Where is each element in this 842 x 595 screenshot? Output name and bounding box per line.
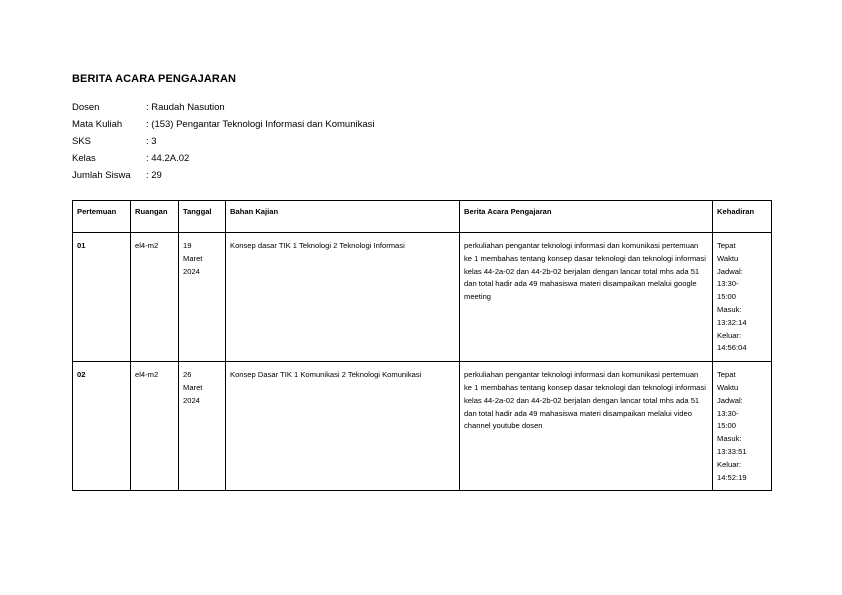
kehadiran-line: 14:56:04 — [717, 343, 747, 353]
info-row-kelas — [72, 150, 374, 167]
info-row-jumlah-siswa — [72, 167, 374, 184]
kehadiran-line: Masuk: — [717, 304, 742, 314]
tanggal-day: 19 — [183, 241, 192, 250]
cell-tanggal — [179, 362, 226, 491]
header-pertemuan: Pertemuan — [73, 201, 131, 233]
cell-ruangan: el4-m2 — [131, 233, 179, 362]
kehadiran-line: 13:33:51 — [717, 446, 747, 456]
tanggal-year: 2024 — [183, 395, 200, 405]
cell-kehadiran — [713, 233, 772, 362]
info-label: Mata Kuliah — [72, 119, 123, 130]
info-row-dosen — [72, 99, 374, 116]
kehadiran-line: Waktu — [717, 382, 739, 392]
info-label: Dosen — [72, 102, 100, 113]
course-info — [72, 99, 374, 184]
cell-tanggal — [179, 233, 226, 362]
kehadiran-line: Waktu — [717, 253, 739, 263]
header-ruangan: Ruangan — [131, 201, 179, 233]
info-value: : 44.2A.02 — [146, 153, 190, 164]
header-berita-acara: Berita Acara Pengajaran — [460, 201, 713, 233]
info-value: : 3 — [146, 136, 157, 147]
info-value: : 29 — [146, 170, 162, 181]
cell-kehadiran — [713, 362, 772, 491]
kehadiran-line: 15:00 — [717, 292, 737, 302]
cell-ruangan: el4-m2 — [131, 362, 179, 491]
cell-berita-acara: perkuliahan pengantar teknologi informasi dan komunikasi pertemuan ke 1 membahas tentang konsep dasar teknologi dan teknologi informasi kelas 44-2a-02 dan 44-2b-02 berjalan dengan lancar total mhs ada 51 dan total hadir ada 49 mahasiswa materi disampaikan melalui google meeting — [460, 233, 713, 362]
tanggal-day: 26 — [183, 370, 192, 380]
info-label: SKS — [72, 136, 92, 147]
kehadiran-line: 13:30- — [717, 408, 739, 418]
kehadiran-line: 15:00 — [717, 421, 737, 431]
kehadiran-line: Tepat — [717, 370, 736, 380]
header-tanggal: Tanggal — [179, 201, 226, 233]
kehadiran-line: 13:30- — [717, 279, 739, 289]
cell-berita-acara: perkuliahan pengantar teknologi informasi dan komunikasi pertemuan ke 1 membahas tentang konsep dasar teknologi dan teknologi informasi kelas 44-2a-02 dan 44-2b-02 berjalan dengan lancar total mhs ada 51 dan total hadir ada 49 mahasiswa materi disampaikan melalui video channel youtube dosen — [460, 362, 713, 491]
cell-bahan-kajian: Konsep Dasar TIK 1 Komunikasi 2 Teknologi Komunikasi — [226, 362, 460, 491]
kehadiran-line: Keluar: — [717, 330, 742, 340]
header-bahan-kajian: Bahan Kajian — [226, 201, 460, 233]
tanggal-month: Maret — [183, 382, 203, 392]
kehadiran-line: 13:32:14 — [717, 317, 747, 327]
info-row-mata-kuliah — [72, 116, 374, 133]
kehadiran-line: Tepat — [717, 241, 736, 250]
kehadiran-line: 14:52:19 — [717, 472, 747, 482]
info-label: Kelas — [72, 153, 96, 164]
berita-acara-table — [72, 200, 772, 491]
kehadiran-line: Jadwal: — [717, 266, 743, 276]
tanggal-year: 2024 — [183, 266, 200, 276]
tanggal-month: Maret — [183, 253, 203, 263]
cell-bahan-kajian: Konsep dasar TIK 1 Teknologi 2 Teknologi Informasi — [226, 233, 460, 362]
header-kehadiran: Kehadiran — [713, 201, 772, 233]
info-value: : (153) Pengantar Teknologi Informasi dan Komunikasi — [146, 119, 375, 130]
kehadiran-line: Masuk: — [717, 434, 742, 444]
cell-pertemuan: 01 — [73, 233, 131, 362]
info-row-sks — [72, 133, 374, 150]
cell-pertemuan: 02 — [73, 362, 131, 491]
table-header-row — [73, 201, 772, 233]
info-value: : Raudah Nasution — [146, 102, 225, 113]
document-title: BERITA ACARA PENGAJARAN — [72, 73, 237, 85]
kehadiran-line: Keluar: — [717, 459, 742, 469]
table-row — [73, 362, 772, 491]
table-row — [73, 233, 772, 362]
kehadiran-line: Jadwal: — [717, 395, 743, 405]
info-label: Jumlah Siswa — [72, 170, 131, 181]
